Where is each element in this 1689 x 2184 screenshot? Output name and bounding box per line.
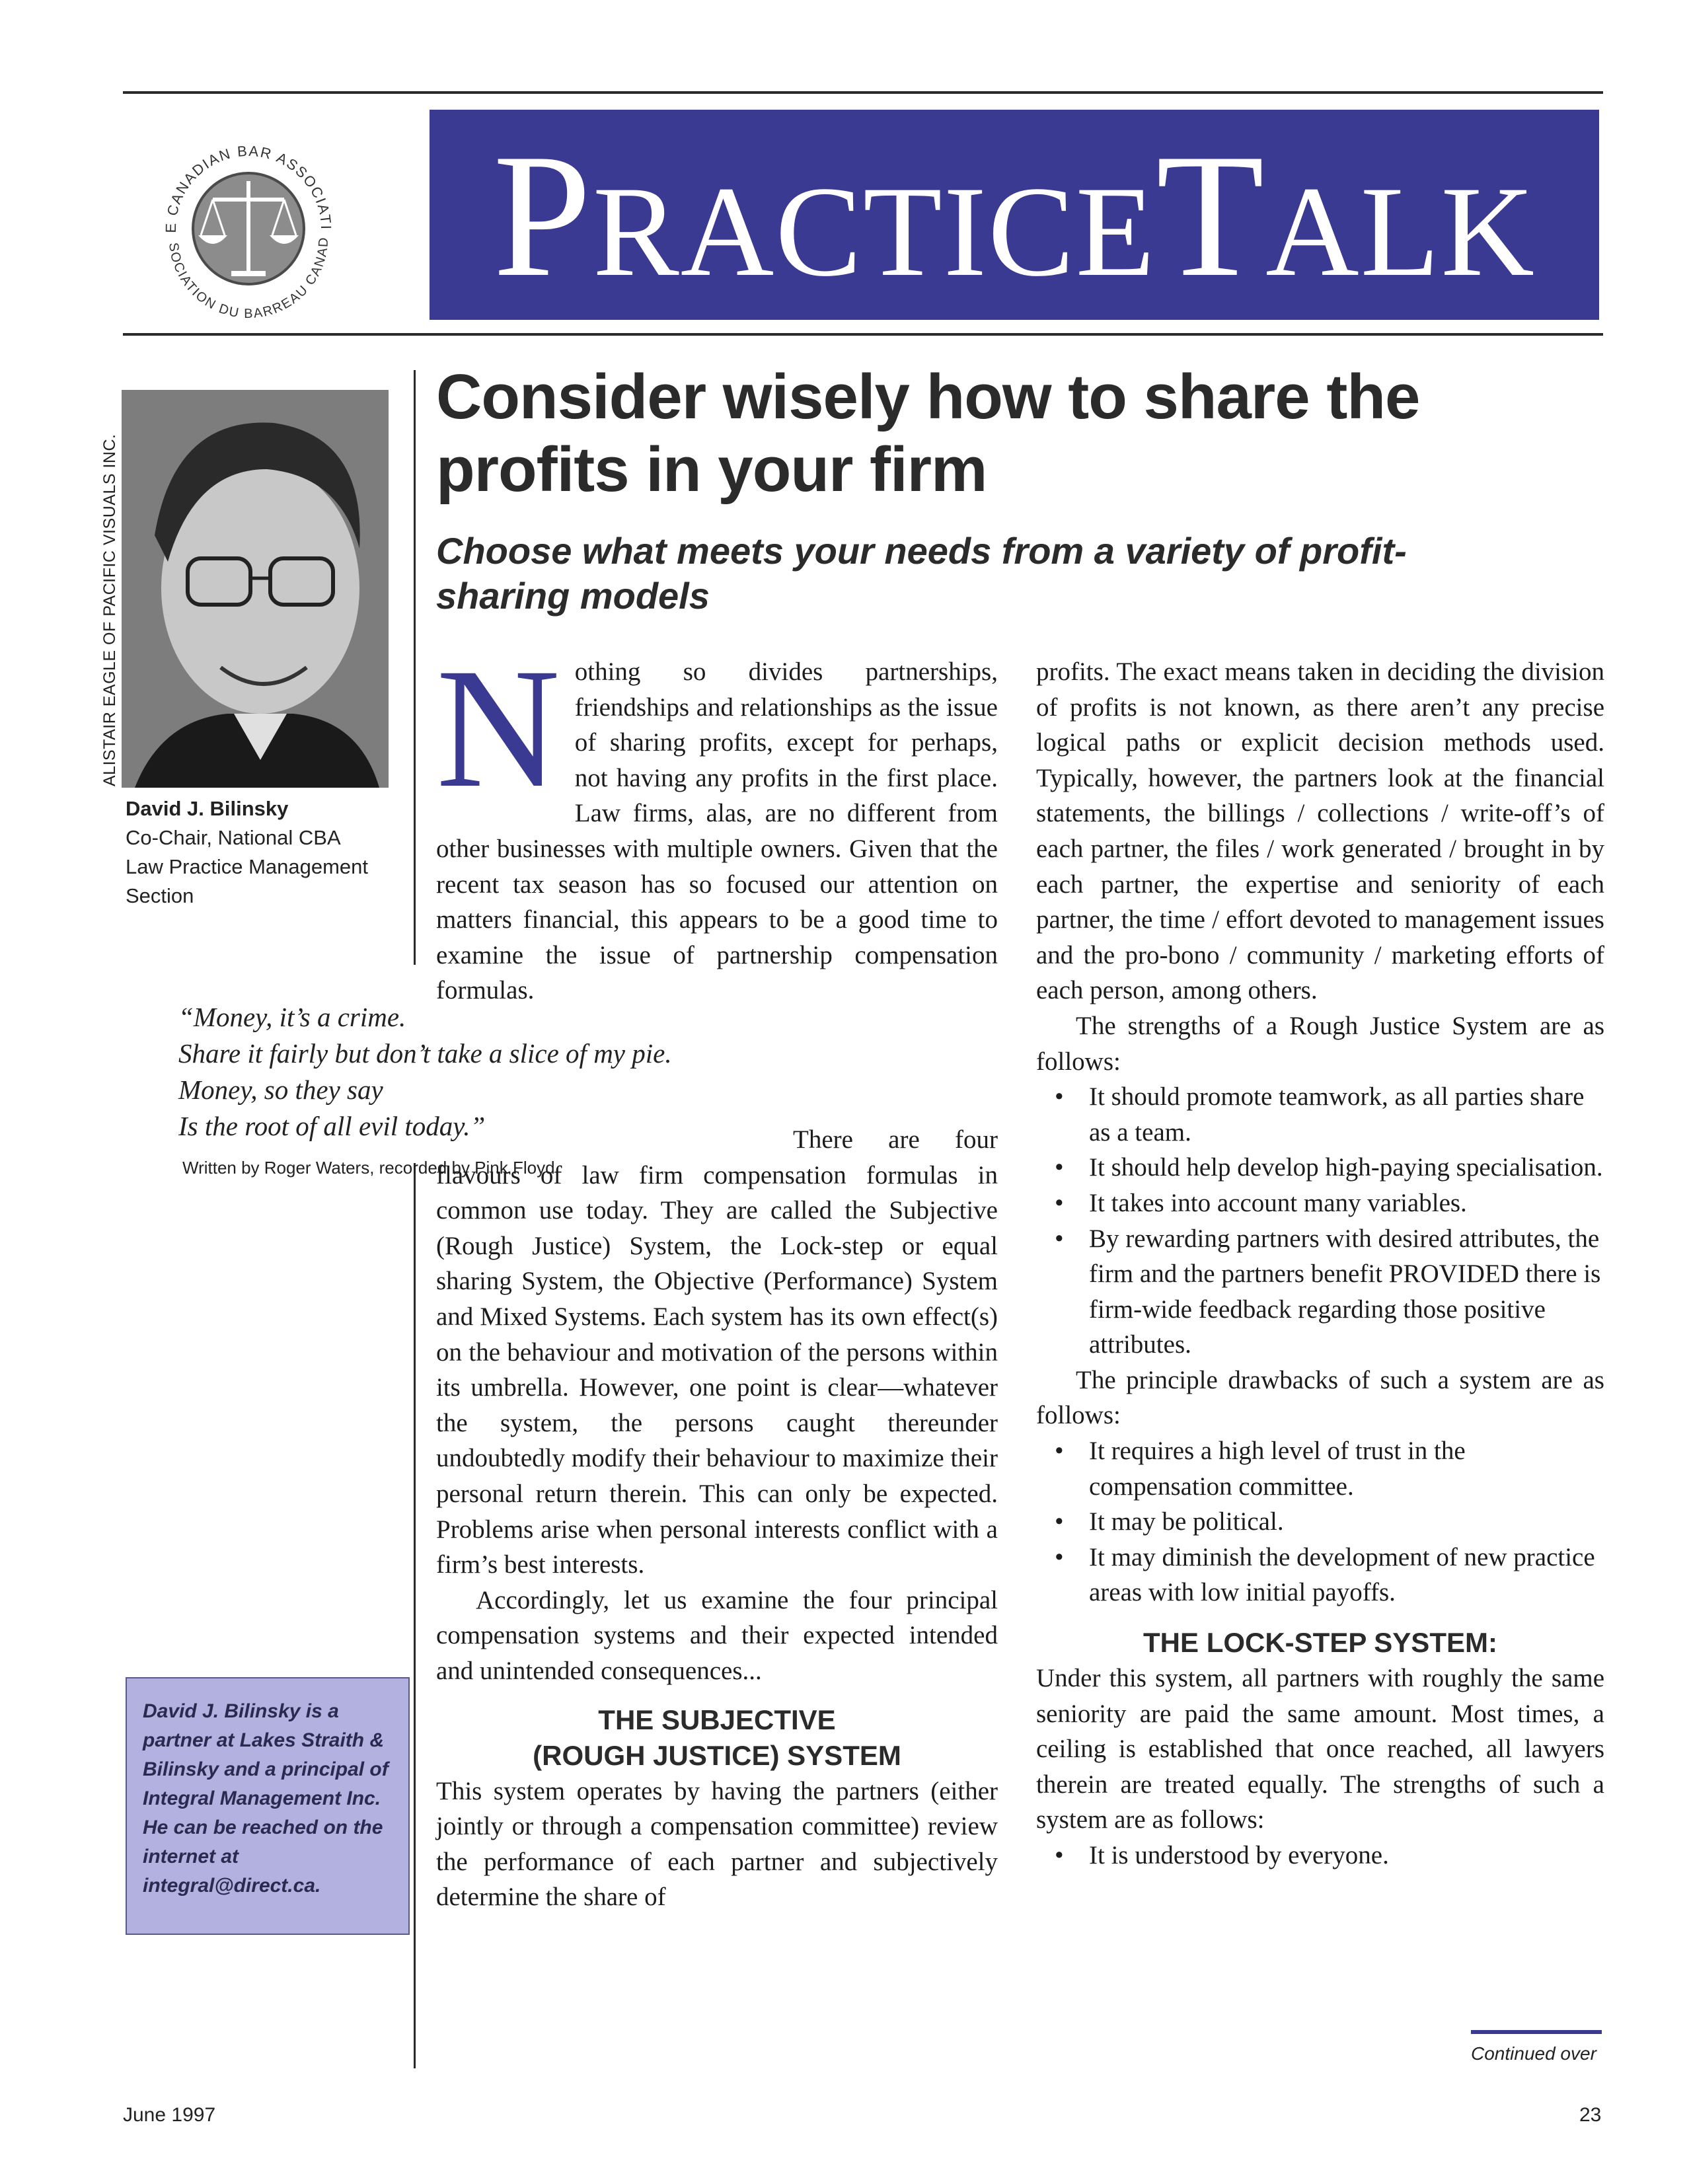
author-caption: [126, 794, 403, 911]
quote-credit: Written by Roger Waters, recorded by Pink Floyd.: [182, 1158, 560, 1178]
quote-line: Share it fairly but don’t take a slice of my pie.: [178, 1038, 672, 1069]
paragraph: Accordingly, let us examine the four principal compensation systems and their expected intended and unintended consequences...: [436, 1585, 998, 1685]
paragraph: This system operates by having the partners (either jointly or through a compensation committee) review the performance of each partner and subjectively determine the share of: [436, 1776, 998, 1912]
column-divider: [414, 370, 416, 965]
author-title-line2: Law Practice Management: [126, 855, 369, 878]
drawbacks-list: [1036, 1433, 1604, 1610]
masthead-top-rule: [123, 91, 1603, 94]
paragraph: The principle drawbacks of such a system are as follows:: [1036, 1365, 1604, 1430]
paragraph: Under this system, all partners with roughly the same seniority are paid the same amount. Most times, a ceiling is established that once reached, all lawyers therein are treated equally. The strengths of such a system are as follows:: [1036, 1664, 1604, 1834]
paragraph: profits. The exact means taken in deciding the division of profits is not known, as there aren’t any precise logical paths or explicit decision methods used. Typically, however, the partners look at the financial statements, the billings / collections / write-off’s of each partner, the files / work generated / brought in by each partner, the expertise and seniority of each partner, the time / effort devoted to management issues and the pro-bono / community / marketing efforts of each person, among others.: [1036, 658, 1604, 1005]
page-number: 23: [1579, 2104, 1602, 2126]
list-item: • It should help develop high-paying specialisation.: [1036, 1150, 1604, 1186]
drop-cap: N: [436, 633, 560, 823]
portrait-image: [122, 390, 389, 788]
author-name: David J. Bilinsky: [126, 797, 289, 820]
svg-text:THE CANADIAN BAR ASSOCIATION: E CANADIAN BAR ASSOCIATI: [162, 142, 335, 233]
column-divider-lower: [414, 1163, 416, 2068]
headline: Consider wisely how to share the profits in your firm: [436, 361, 1420, 505]
continued-rule: [1471, 2030, 1602, 2034]
svg-text:L'ASSOCIATION DU BARREAU CANAD: SOCIATION DU BARREAU CANAD: [166, 236, 332, 322]
author-title-line3: Section: [126, 884, 194, 907]
quote-line: “Money, it’s a crime.: [178, 1002, 406, 1032]
subhead: Choose what meets your needs from a variety of profit-sharing models: [436, 530, 1407, 617]
author-photo: [122, 390, 389, 788]
list-item: • It may be political.: [1036, 1504, 1604, 1540]
article-column-1: [436, 633, 998, 1008]
masthead-bottom-rule: [123, 333, 1603, 336]
list-item: • By rewarding partners with desired attributes, the firm and the partners benefit PROVIDED there is firm-wide feedback regarding those positive attributes.: [1036, 1221, 1604, 1363]
article-column-1-lower: [436, 1122, 998, 1915]
masthead-title: PRACTICETALK: [492, 117, 1536, 313]
author-title-line1: Co-Chair, National CBA: [126, 826, 341, 849]
list-item: • It is understood by everyone.: [1036, 1838, 1604, 1873]
quote-line: Is the root of all evil today.”: [178, 1111, 486, 1141]
quote-line: Money, so they say: [178, 1074, 383, 1105]
continued-over: Continued over: [1471, 2043, 1596, 2064]
cba-logo: [149, 130, 348, 328]
paragraph: The strengths of a Rough Justice System are as follows:: [1036, 1011, 1604, 1076]
strengths-list: [1036, 1079, 1604, 1363]
list-item: • It should promote teamwork, as all parties share as a team.: [1036, 1079, 1604, 1150]
scales-of-justice-icon: [149, 130, 348, 328]
list-item: • It requires a high level of trust in the compensation committee.: [1036, 1433, 1604, 1504]
author-bio-box: David J. Bilinsky is a partner at Lakes Straith & Bilinsky and a principal of Integral Management Inc. He can be reached on the internet at integral@direct.ca.: [126, 1677, 410, 1935]
paragraph: There are four flavours of law firm compensation formulas in common use today. They are called the Subjective (Rough Justice) System, the Lock-step or equal sharing System, the Objective (Performance) System and Mixed Systems. Each system has its own effect(s) on the behaviour and motivation of the persons within its umbrella. However, one point is clear—whatever the system, the persons caught thereunder undoubtedly modify their behaviour to maximize their personal return therein. This can only be expected. Problems arise when personal interests conflict with a firm’s best interests.: [436, 1125, 998, 1579]
paragraph: Nothing so divides partnerships, friendships and relationships as the issue of sharing profits, except for perhaps, not having any profits in the first place. Law firms, alas, are no different from other businesses with multiple owners. Given that the recent tax season has so focused our attention on matters financial, this appears to be a good time to examine the issue of partnership compensation formulas.: [436, 633, 998, 1005]
masthead-band: [430, 110, 1599, 320]
footer-date: June 1997: [123, 2104, 216, 2126]
list-item: • It may diminish the development of new practice areas with low initial payoffs.: [1036, 1540, 1604, 1610]
article-column-2: [1036, 654, 1604, 1873]
section-heading-subjective: THE SUBJECTIVE (ROUGH JUSTICE) SYSTEM: [533, 1704, 901, 1771]
section-heading-lockstep: THE LOCK-STEP SYSTEM:: [1143, 1627, 1497, 1659]
photo-credit: ALISTAIR EAGLE OF PACIFIC VISUALS INC.: [100, 433, 119, 786]
list-item: • It takes into account many variables.: [1036, 1186, 1604, 1221]
lockstep-strengths-list: [1036, 1838, 1604, 1873]
